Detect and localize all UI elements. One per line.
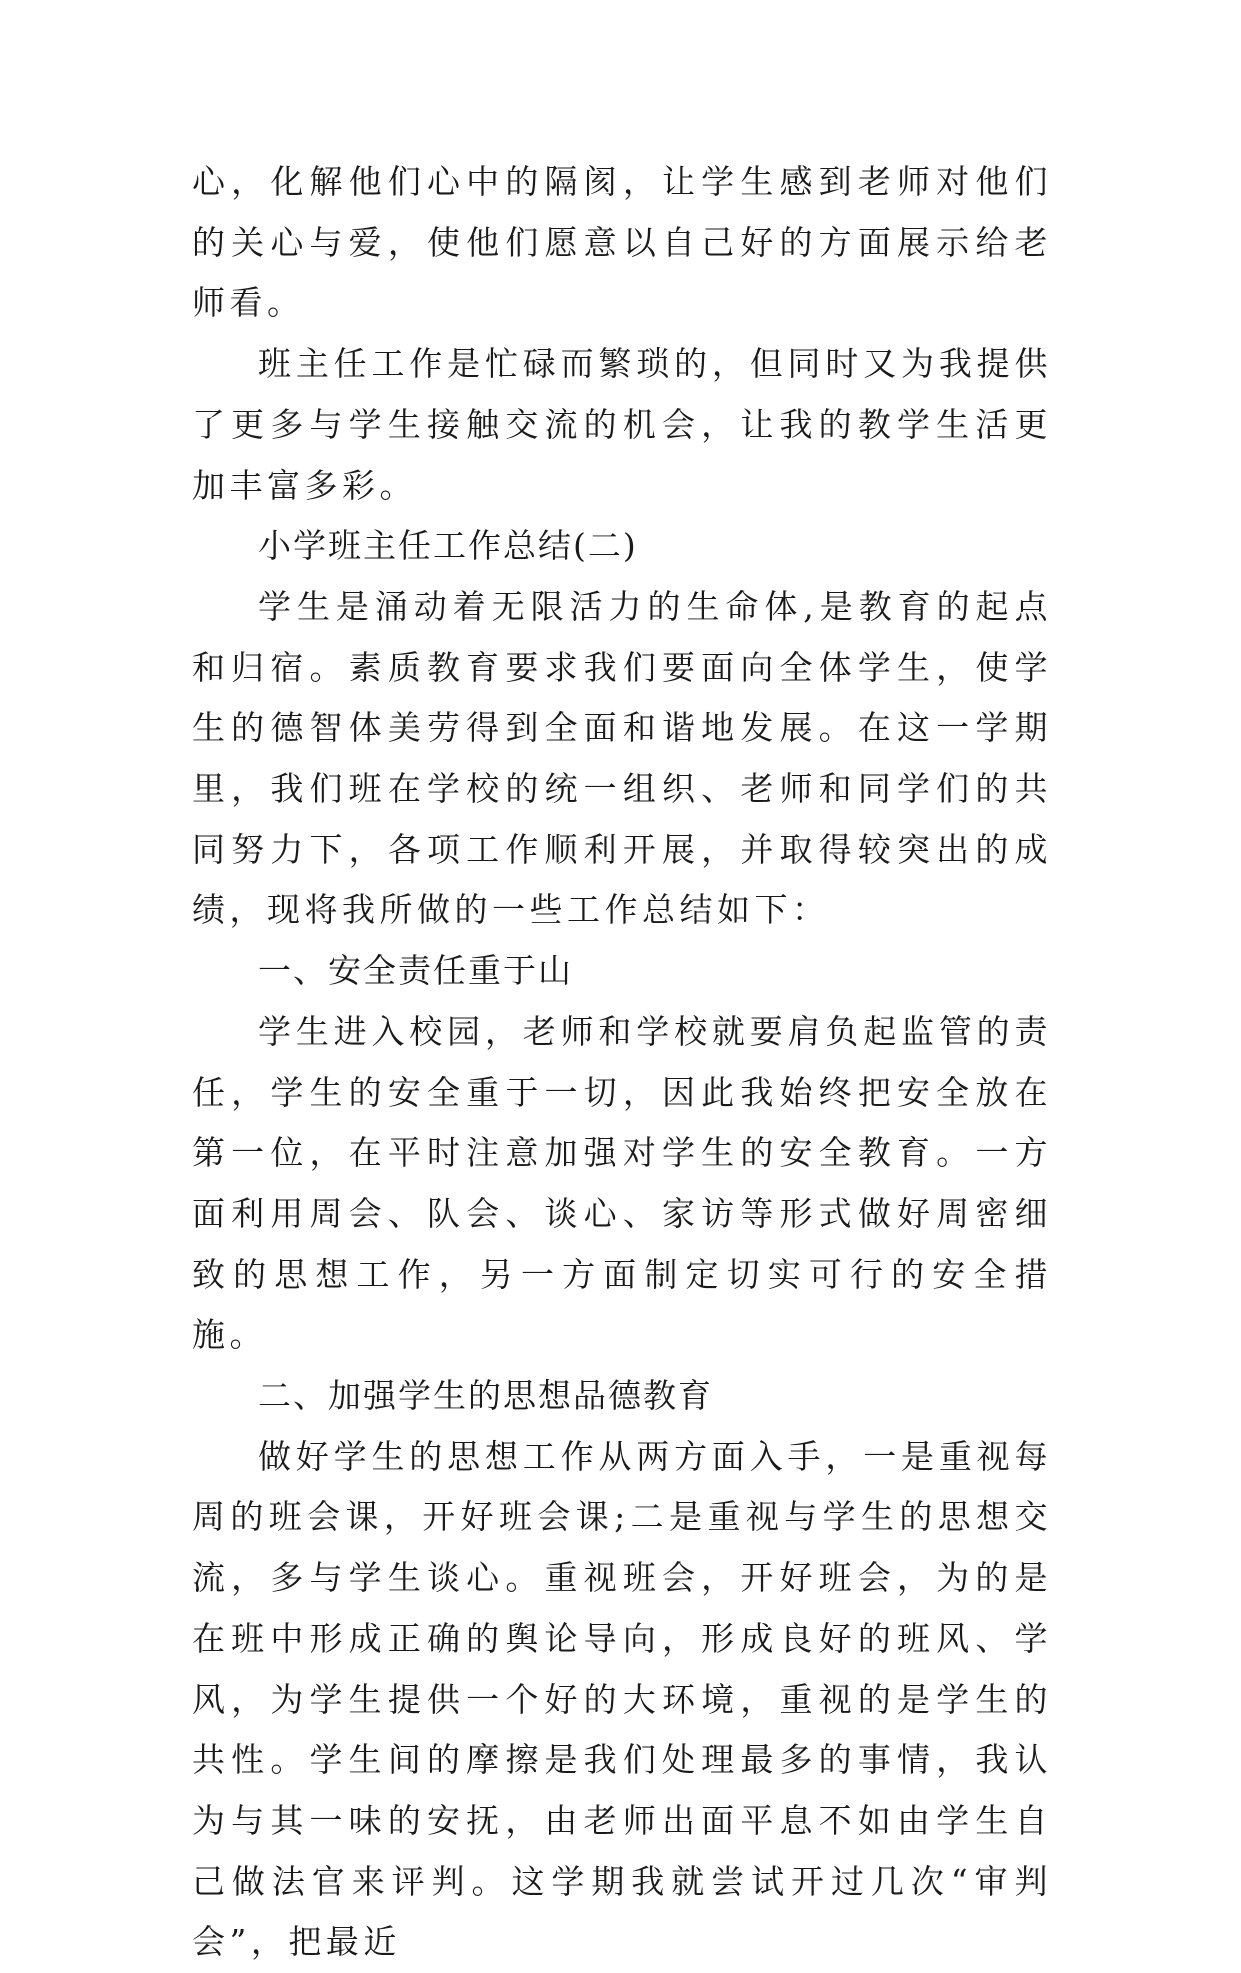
paragraph-safety: 学生进入校园，老师和学校就要肩负起监管的责任，学生的安全重于一切，因此我始终把安全放在第一位，在平时注意加强对学生的安全教育。一方面利用周会、队会、谈心、家访等形式做好周密细致的思想工作，另一方面制定切实可行的安全措施。 [192,1011,1052,1355]
heading-moral-education: 二、加强学生的思想品德教育 [258,1376,713,1416]
document-body [192,152,1052,1973]
section-title: 小学班主任工作总结(二) [258,526,638,566]
paragraph-continuation: 心，化解他们心中的隔阂，让学生感到老师对他们的关心与爱，使他们愿意以自己好的方面展示给老师看。 [192,162,1052,323]
paragraph-moral-education: 做好学生的思想工作从两方面入手，一是重视每周的班会课，开好班会课;二是重视与学生的思想交流，多与学生谈心。重视班会，开好班会，为的是在班中形成正确的舆论导向，形成良好的班风、学风，为学生提供一个好的大环境，重视的是学生的共性。学生间的摩擦是我们处理最多的事情，我认为与其一味的安抚，由老师出面平息不如由学生自己做法官来评判。这学期我就尝试开过几次“审判会”，把最近 [192,1436,1052,1962]
paragraph-intro: 学生是涌动着无限活力的生命体,是教育的起点和归宿。素质教育要求我们要面向全体学生，使学生的德智体美劳得到全面和谐地发展。在这一学期里，我们班在学校的统一组织、老师和同学们的共同努力下，各项工作顺利开展，并取得较突出的成绩，现将我所做的一些工作总结如下： [192,586,1052,930]
heading-safety: 一、安全责任重于山 [258,951,573,991]
paragraph-closing: 班主任工作是忙碌而繁琐的，但同时又为我提供了更多与学生接触交流的机会，让我的教学生活更加丰富多彩。 [192,344,1052,505]
